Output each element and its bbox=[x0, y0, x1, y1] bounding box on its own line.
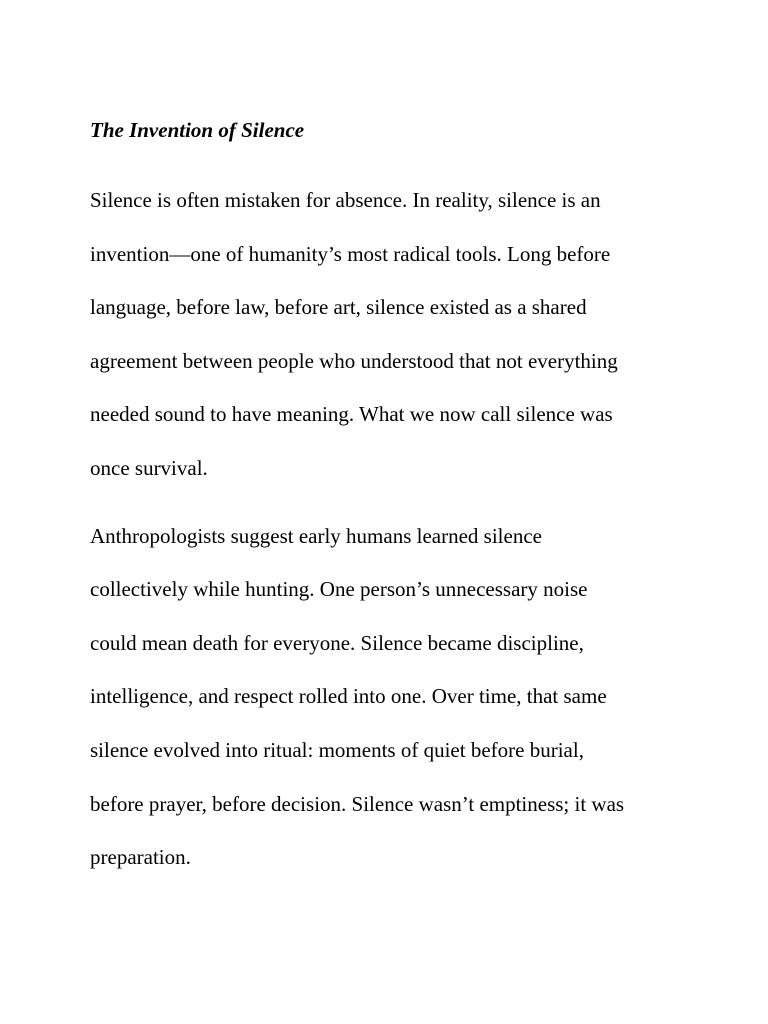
document-body bbox=[90, 112, 690, 885]
paragraph-line: agreement between people who understood that not everything bbox=[90, 348, 618, 373]
paragraph-line: intelligence, and respect rolled into one. Over time, that same bbox=[90, 684, 607, 709]
paragraph-line: invention—one of humanity’s most radical tools. Long before bbox=[90, 241, 611, 266]
paragraph-line: language, before law, before art, silence existed as a shared bbox=[90, 295, 587, 320]
paragraph-line: could mean death for everyone. Silence became discipline, bbox=[90, 630, 584, 655]
paragraph-line: Silence is often mistaken for absence. In reality, silence is an bbox=[90, 188, 601, 212]
document-title: The Invention of Silence bbox=[90, 118, 305, 142]
paragraph-line: before prayer, before decision. Silence wasn’t emptiness; it was bbox=[90, 791, 625, 816]
paragraph-line: needed sound to have meaning. What we now call silence was bbox=[90, 402, 613, 427]
paragraph-line: once survival. bbox=[90, 455, 208, 480]
paragraph-line: collectively while hunting. One person’s unnecessary noise bbox=[90, 577, 588, 602]
paragraph-line: preparation. bbox=[90, 845, 191, 870]
paragraph bbox=[90, 174, 690, 496]
paragraph-line: silence evolved into ritual: moments of quiet before burial, bbox=[90, 737, 584, 762]
paragraph bbox=[90, 510, 690, 885]
paragraph-line: Anthropologists suggest early humans learned silence bbox=[90, 523, 542, 548]
